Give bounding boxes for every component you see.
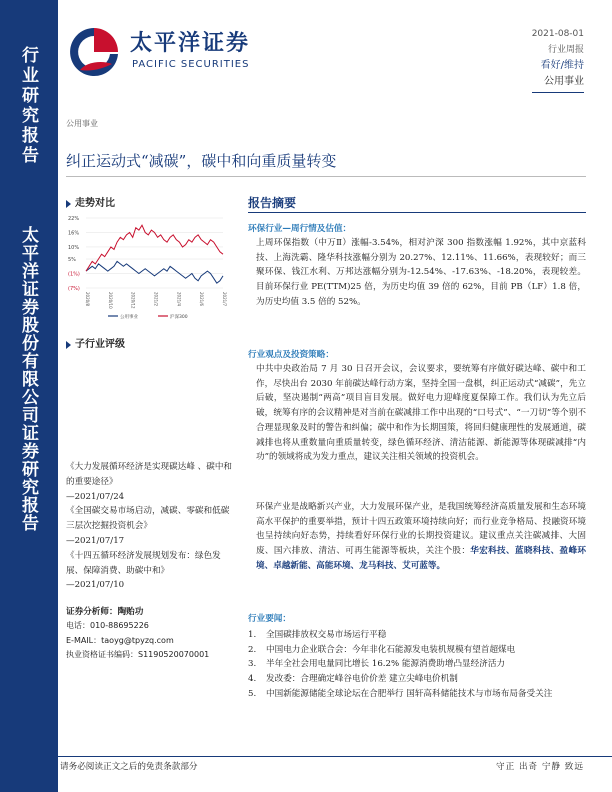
related-report-item[interactable]: 《十四五循环经济发展规划发布：绿色发展、保障消费、助碳中和》	[66, 550, 221, 576]
news-text: 中国电力企业联合会：今年非化石能源发电装机规模有望首超煤电	[266, 644, 516, 655]
sidebar-label-industry-research: 行业研究报告	[18, 46, 38, 166]
x-tick-label: 2021/2	[153, 292, 159, 307]
analyst-info	[66, 605, 241, 663]
rating: 看好/维持	[540, 60, 584, 71]
footer-disclaimer: 请务必阅读正文之后的免责条款部分	[60, 762, 198, 772]
analyst-email[interactable]: E-MAIL：taoyg@tpyzq.com	[66, 635, 174, 645]
y-tick-label: 16%	[68, 230, 80, 237]
industry-news-heading: 行业要闻：	[248, 614, 291, 624]
series-line-hs300	[86, 225, 223, 271]
analyst-phone: 电话：010-88695226	[66, 621, 149, 631]
strategy-paragraph-2-text: 环保产业是战略新兴产业，大力发展环保产业，是我国统筹经济高质量发展和生态环境高水平保护的重要举措，预计十四五政策环境持续向好；而行业竞争格局、投融资环境也呈持续向好态势，持续看好环保行业的长期投资建议。建议重点关注碳减排、大固废、国六排放、清洁、可再生能源等板块，关注个股：	[256, 502, 586, 557]
page-title: 纠正运动式“减碳”，碳中和向重质量转变	[66, 152, 337, 170]
x-tick-label: 2021/4	[176, 292, 182, 307]
analyst-license: 执业资格证书编码：S1190520070001	[66, 650, 210, 660]
trend-heading-label: 走势对比	[75, 198, 115, 209]
news-item[interactable]	[248, 643, 586, 658]
x-tick-label: 2021/6	[199, 292, 205, 307]
sidebar	[0, 0, 58, 792]
news-text: 半年全社会用电量同比增长 16.2% 能源消费助增凸显经济活力	[266, 659, 506, 670]
news-number: 2.	[248, 644, 257, 655]
recommended-stocks: 华宏科技、蓝晓科技、盈峰环境、卓越新能、高能环境、龙马科技、艾可蓝等。	[256, 546, 586, 571]
y-tick-label: 22%	[68, 216, 80, 222]
trend-chart	[68, 212, 228, 322]
related-reports	[66, 460, 234, 593]
trend-heading	[66, 194, 115, 209]
sector-tag: 公用事业	[66, 119, 98, 128]
news-text: 全国碳排放权交易市场运行平稳	[266, 630, 387, 640]
news-number: 1.	[248, 630, 257, 640]
y-tick-label: 5%	[68, 257, 76, 264]
strategy-paragraph-2	[256, 500, 586, 574]
report-date: 2021-08-01	[531, 29, 584, 39]
industry-label: 公用事业	[532, 74, 584, 93]
title-divider	[66, 176, 586, 177]
industry-news-list	[248, 628, 586, 702]
y-tick-label: (7%)	[68, 286, 80, 292]
x-tick-label: 2020/12	[130, 292, 136, 309]
x-tick-label: 2020/8	[85, 292, 90, 307]
logo-chinese-text: 太平洋证券	[130, 31, 251, 56]
news-item[interactable]	[248, 657, 586, 672]
related-report-date: —2021/07/10	[66, 580, 125, 591]
strategy-paragraph-1: 中共中央政治局 7 月 30 日召开会议，会议要求，要统筹有序做好碳达峰、碳中和工作，尽快出台 2030 年前碳达峰行动方案，坚持全国一盘棋，纠正运动式“减碳”，先立后破，坚决遏制“两高”项目盲目发展。做好电力迎峰度夏保障工作。我们认为先立后破，统筹有序的会议精神是对当前在碳减排工作中出现的“口号式”、“一刀切”等个别不合理显现象及时的警告和纠偏；碳中和作为长期国策，将回归健康理性的发展通道，碳减排也将从重数量向重质量转变，绿色循环经济、清洁能源、新能源等体现碳减排“内功”的领域将成为发力重点，建议关注相关领域的投资机会。	[256, 364, 586, 463]
logo-english-text: PACIFIC SECURITIES	[132, 59, 250, 70]
footer-motto: 守正 出奇 宁静 致远	[496, 762, 584, 772]
news-number: 5.	[248, 688, 257, 699]
news-item[interactable]	[248, 672, 586, 687]
news-number: 4.	[248, 674, 257, 685]
footer-divider	[0, 756, 612, 757]
trend-chart-svg	[68, 212, 228, 322]
weekly-market-text: 上周环保指数（中万Ⅱ）涨幅-3.54%，相对沪深 300 指数涨幅 1.92%，其中京蓝科技、上海洗霸、隆华科技涨幅分别为 20.27%、12.11%、11.66%，表现较好；而三聚环保、钱江水利、万邦达涨幅分别为-12.54%、-17.63%、-18.20%，表现较差。目前环保行业 PE(TTM)25 倍，为历史均值 39 倍的 62%，目前 PB（LF）1.8 倍，为历史均值 3.5 倍的 52%。	[256, 238, 586, 307]
legend-label: 公用事业	[120, 315, 138, 320]
summary-heading: 报告摘要	[248, 196, 297, 210]
related-report-item[interactable]: 《大力发展循环经济是实现碳达峰 、碳中和的重要途径》	[66, 462, 233, 487]
sidebar-label-company: 太平洋证券股份有限公司证券研究报告	[18, 226, 38, 532]
analyst-name: 证券分析师：陶贻功	[66, 607, 144, 617]
news-text: 发改委：合理确定峰谷电价价差 建立尖峰电价机制	[266, 674, 458, 685]
sub-industry-rating-label: 子行业评级	[75, 339, 125, 350]
x-tick-label: 2020/10	[107, 292, 113, 309]
bullet-triangle-icon	[66, 341, 71, 349]
summary-divider	[248, 212, 586, 213]
y-tick-label: (1%)	[68, 271, 80, 278]
bullet-triangle-icon	[66, 200, 71, 208]
strategy-heading: 行业观点及投资策略：	[248, 350, 334, 360]
legend-label: 沪深300	[170, 315, 188, 320]
report-meta	[532, 26, 584, 93]
news-number: 3.	[248, 659, 257, 670]
news-item[interactable]	[248, 628, 586, 643]
news-item[interactable]	[248, 687, 586, 702]
news-text: 中国新能源储能全球论坛在合肥举行 国轩高科储能技术与市场布局备受关注	[266, 688, 553, 699]
series-line-utilities	[86, 261, 223, 283]
company-logo	[66, 20, 256, 80]
related-report-date: —2021/07/17	[66, 535, 125, 546]
weekly-market-heading: 环保行业—周行情及估值：	[248, 224, 352, 234]
report-type: 行业周报	[547, 45, 584, 55]
logo-mark-icon	[66, 24, 122, 80]
sub-industry-rating-heading	[66, 335, 125, 350]
x-tick-label: 2021/7	[222, 292, 227, 307]
y-tick-label: 10%	[68, 244, 80, 251]
related-report-date: —2021/07/24	[66, 491, 125, 502]
related-report-item[interactable]: 《全国碳交易市场启动，减碳、零碳和低碳三层次挖掘投资机会》	[66, 506, 230, 532]
